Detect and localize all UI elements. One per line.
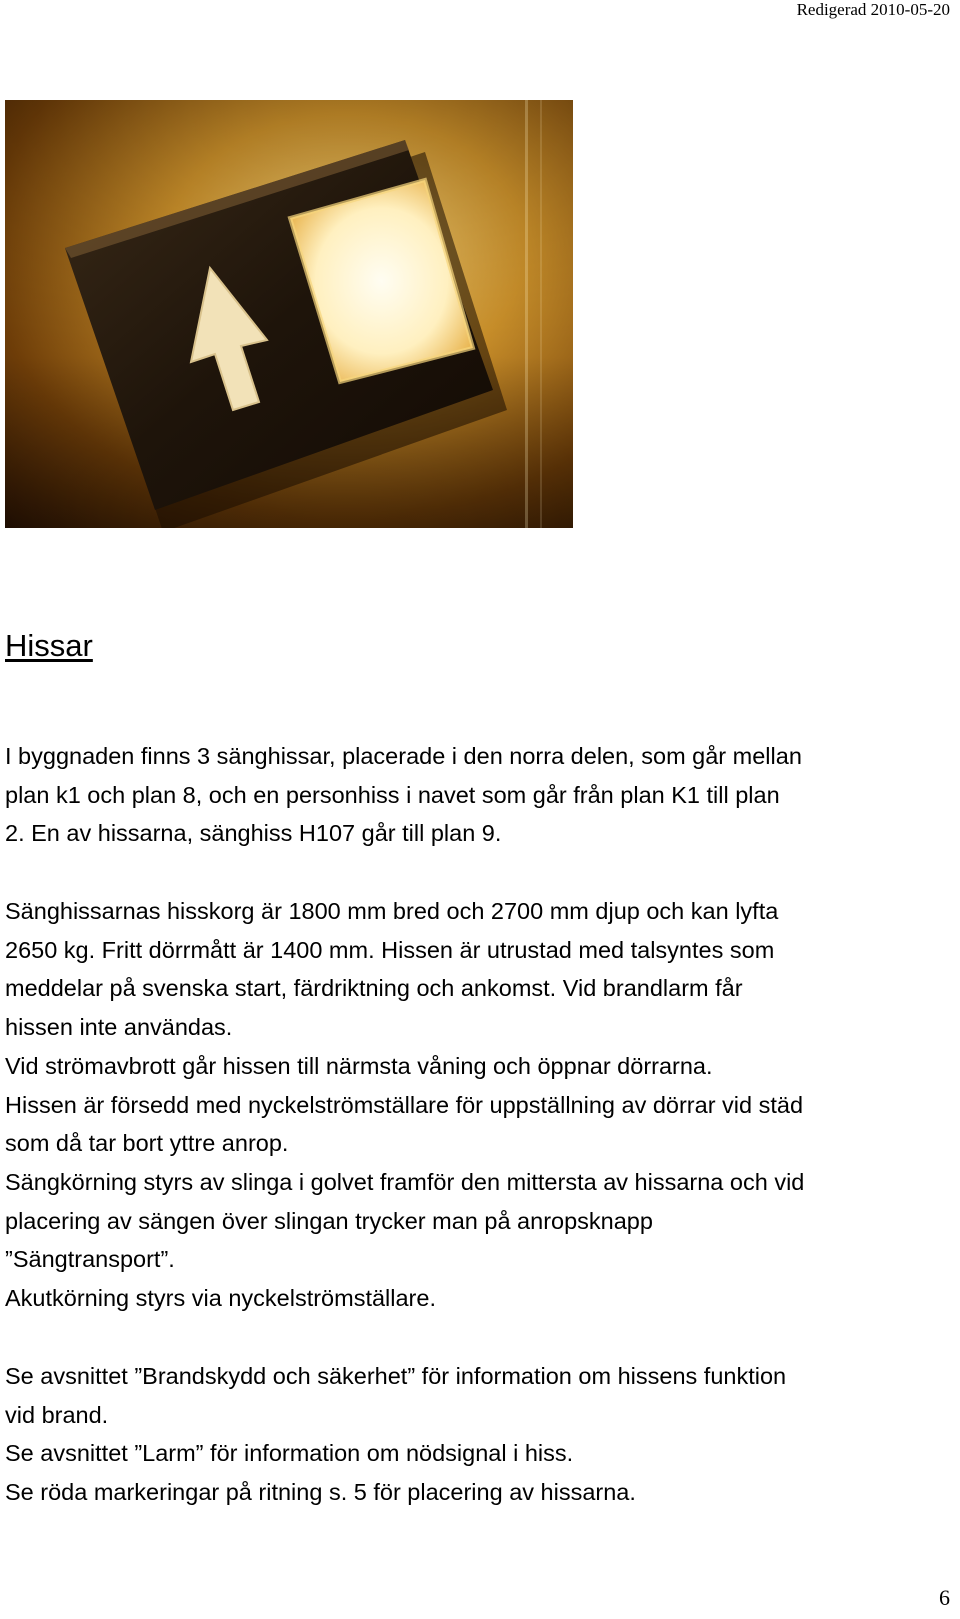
- text-line: Vid strömavbrott går hissen till närmsta våning och öppnar dörrarna.: [5, 1052, 713, 1079]
- text-line: vid brand.: [5, 1401, 109, 1428]
- elevator-button-photo: [5, 100, 573, 528]
- text-line: hissen inte användas.: [5, 1014, 233, 1041]
- text-line: Sängkörning styrs av slinga i golvet framför den mittersta av hissarna och vid: [5, 1168, 805, 1195]
- text-line: Se avsnittet ”Brandskydd och säkerhet” för information om hissens funktion: [5, 1363, 787, 1389]
- text-line: placering av sängen över slingan trycker man på anropsknapp: [5, 1207, 653, 1234]
- paragraph-references: [5, 1357, 950, 1512]
- text-line: ”Sängtransport”.: [5, 1246, 175, 1273]
- paragraph-intro: [5, 737, 950, 853]
- text-line: 2. En av hissarna, sänghiss H107 går till plan 9.: [5, 820, 502, 847]
- text-line: 2650 kg. Fritt dörrmått är 1400 mm. Hissen är utrustad med talsyntes som: [5, 936, 775, 963]
- text-line: I byggnaden finns 3 sänghissar, placerade i den norra delen, som går mellan: [5, 743, 802, 769]
- page-number: 6: [939, 1585, 950, 1610]
- section-title: Hissar: [5, 628, 93, 663]
- paragraph-details: [5, 892, 950, 1318]
- text-line: plan k1 och plan 8, och en personhiss i navet som går från plan K1 till plan: [5, 781, 780, 808]
- text-line: som då tar bort yttre anrop.: [5, 1130, 289, 1157]
- text-line: meddelar på svenska start, färdriktning och ankomst. Vid brandlarm får: [5, 975, 743, 1002]
- edited-date: Redigerad 2010-05-20: [796, 0, 950, 19]
- text-line: Hissen är försedd med nyckelströmställare för uppställning av dörrar vid städ: [5, 1091, 804, 1118]
- text-line: Akutkörning styrs via nyckelströmställare.: [5, 1285, 436, 1312]
- text-line: Se röda markeringar på ritning s. 5 för placering av hissarna.: [5, 1479, 636, 1506]
- text-line: Sänghissarnas hisskorg är 1800 mm bred och 2700 mm djup och kan lyfta: [5, 898, 779, 924]
- text-line: Se avsnittet ”Larm” för information om nödsignal i hiss.: [5, 1440, 574, 1467]
